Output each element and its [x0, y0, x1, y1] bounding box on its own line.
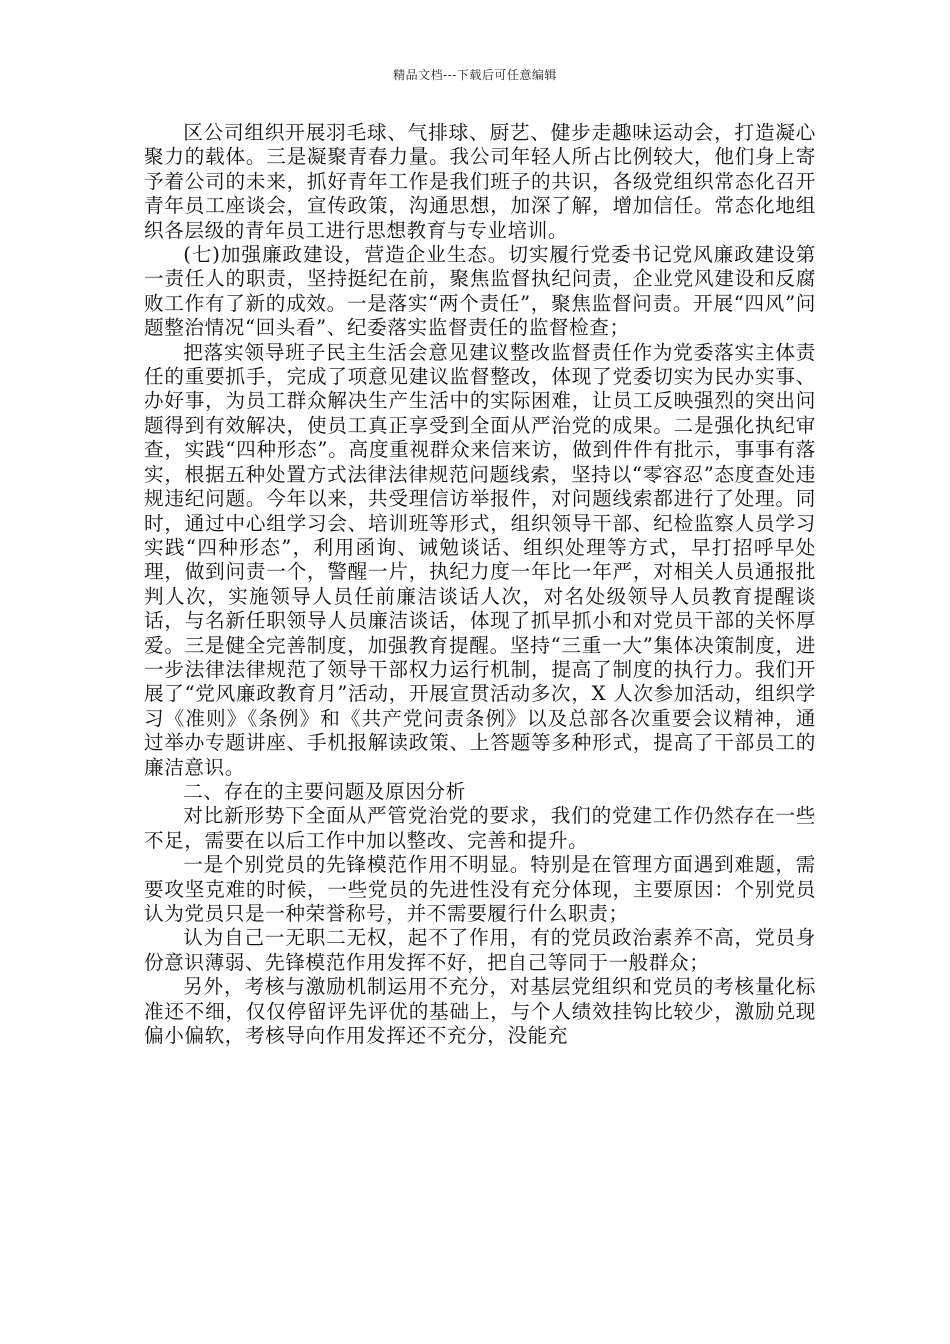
paragraph-integrity-building: (七)加强廉政建设，营造企业生态。切实履行党委书记党风廉政建设第一责任人的职责，坚持挺纪在前，聚焦监督执纪问责，企业党风建设和反腐败工作有了新的成效。一是落实“两个责任”，聚焦监督问责。开展“四风”问题整治情况“回头看”、纪委落实监督责任的监督检查； [144, 243, 816, 340]
paragraph-youth-work: 区公司组织开展羽毛球、气排球、厨艺、健步走趣味运动会，打造凝心聚力的载体。三是凝聚青春力量。我公司年轻人所占比例较大，他们身上寄予着公司的未来，抓好青年工作是我们班子的共识，各级党组织常态化召开青年员工座谈会，宣传政策，沟通思想，加深了解，增加信任。常态化地组织各层级的青年员工进行思想教育与专业培训。 [144, 121, 816, 242]
paragraph-supervision-rectification: 把落实领导班子民主生活会意见建议整改监督责任作为党委落实主体责任的重要抓手，完成了项意见建议监督整改，体现了党委切实为民办实事、办好事，为员工群众解决生产生活中的实际困难，让员工反映强烈的突出问题得到有效解决，使员工真正享受到全面从严治党的成果。二是强化执纪审查，实践“四种形态”。高度重视群众来信来访，做到件件有批示，事事有落实，根据五种处置方式法律法律规范问题线索，坚持以“零容忍”态度查处违规违纪问题。今年以来，共受理信访举报件，对问题线索都进行了处理。同时，通过中心组学习会、培训班等形式，组织领导干部、纪检监察人员学习实践“四种形态”，利用函询、诫勉谈话、组织处理等方式，早打招呼早处理，做到问责一个，警醒一片，执纪力度一年比一年严，对相关人员通报批判人次，实施领导人员任前廉洁谈话人次，对名处级领导人员教育提醒谈话，与名新任职领导人员廉洁谈话，体现了抓早抓小和对党员干部的关怀厚爱。三是健全完善制度，加强教育提醒。坚持“三重一大”集体决策制度，进一步法律法律规范了领导干部权力运行机制，提高了制度的执行力。我们开展了“党风廉政教育月”活动，开展宣贯活动多次，X 人次参加活动，组织学习《准则》《条例》和《共产党问责条例》以及总部各次重要会议精神，通过举办专题讲座、手机报解读政策、上答题等多种形式，提高了干部员工的廉洁意识。 [144, 340, 816, 779]
paragraph-assessment-incentives: 另外，考核与激励机制运用不充分，对基层党组织和党员的考核量化标准还不细，仅仅停留评先评优的基础上，与个人绩效挂钩比较少，激励兑现偏小偏软，考核导向作用发挥还不充分，没能充 [144, 975, 816, 1048]
section-heading-problems: 二、存在的主要问题及原因分析 [183, 779, 466, 803]
page-header: 精品文档---下载后可任意编辑 [393, 68, 557, 82]
paragraph-vanguard-role: 一是个别党员的先锋模范作用不明显。特别是在管理方面遇到难题，需要攻坚克难的时候，一些党员的先进性没有充分体现，主要原因：个别党员认为党员只是一种荣誉称号，并不需要履行什么职责； [144, 853, 816, 925]
document-body [144, 121, 816, 1048]
paragraph-self-perception: 认为自己一无职二无权，起不了作用，有的党员政治素养不高，党员身份意识薄弱、先锋模范作用发挥不好，把自己等同于一般群众； [144, 926, 816, 974]
paragraph-shortcomings-intro: 对比新形势下全面从严管党治党的要求，我们的党建工作仍然存在一些不足，需要在以后工作中加以整改、完善和提升。 [144, 804, 816, 852]
